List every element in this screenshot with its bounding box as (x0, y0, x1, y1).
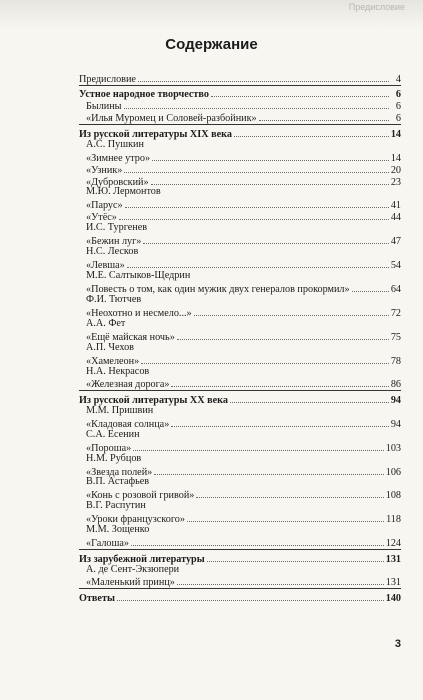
toc-entry-title: А.С. Пушкин (86, 138, 144, 150)
toc-entry-title: «Дубровский» (86, 176, 149, 188)
toc-entry-title: В.П. Астафьев (86, 476, 150, 488)
toc-page-number: 118 (386, 514, 401, 526)
toc-entry-title: М.М. Зощенко (86, 524, 150, 536)
bleed-through-strip (0, 0, 423, 30)
toc-page-number: 54 (390, 260, 401, 272)
toc-page-number: 4 (395, 74, 401, 85)
toc-page-number: 86 (390, 379, 401, 391)
toc-row (79, 111, 401, 123)
toc-leader-dots (230, 393, 389, 403)
toc-row (79, 258, 401, 270)
toc-page-number: 106 (385, 466, 401, 478)
toc-entry-title: Н.С. Лесков (86, 246, 139, 258)
toc-page-number: 103 (385, 442, 401, 454)
toc-entry-title: Ф.И. Тютчев (86, 293, 142, 305)
toc-row (79, 99, 401, 111)
section-divider (79, 124, 401, 125)
toc-page-number: 14 (390, 128, 401, 140)
toc-page-number: 108 (385, 490, 401, 502)
toc-page-number: 78 (390, 355, 401, 367)
toc-page-number: 64 (390, 283, 401, 295)
toc-page-number: 6 (395, 113, 401, 125)
toc-entry-title: «Хамелеон» (86, 355, 140, 367)
toc-entry-title: Предисловие (79, 74, 136, 85)
toc-entry-title: Былины (86, 101, 122, 113)
toc-leader-dots (141, 354, 389, 364)
toc-page-number: 124 (385, 538, 401, 550)
toc-page-number: 75 (390, 331, 401, 343)
toc-entry-title: «Илья Муромец и Соловей-разбойник» (86, 113, 257, 125)
toc-page-number: 23 (390, 176, 401, 188)
toc-entry-title: «Пороша» (86, 442, 132, 454)
toc-row (79, 417, 401, 429)
bleed-through-text: Предисловие (348, 2, 405, 12)
toc-entry-title: «Кладовая солнца» (86, 418, 170, 430)
toc-entry-title: Из русской литературы XIX века (79, 128, 232, 140)
toc-entry-title: «Левша» (86, 260, 125, 272)
toc-page-number: 72 (390, 307, 401, 319)
toc-author-row (79, 222, 401, 234)
toc-entry-title: Из зарубежной литературы (79, 553, 205, 565)
toc-leader-dots (171, 417, 389, 427)
toc-entry-title: А.П. Чехов (86, 341, 134, 353)
toc-row (79, 441, 401, 453)
section-divider (79, 85, 401, 86)
toc-page-number: 6 (395, 89, 401, 101)
toc-page-number: 14 (390, 152, 401, 164)
toc-leader-dots (171, 377, 388, 387)
toc-author-row (79, 366, 401, 378)
toc-row (79, 488, 401, 500)
toc-section-row (79, 87, 401, 99)
toc-leader-dots (125, 198, 389, 208)
toc-author-row (79, 342, 401, 354)
toc-entry-title: «Уроки французского» (86, 514, 185, 526)
toc-leader-dots (187, 512, 384, 522)
toc-author-row (79, 564, 401, 576)
toc-section-row (79, 393, 401, 405)
toc-page-number: 41 (390, 200, 401, 212)
section-divider (79, 549, 401, 550)
page-title: Содержание (165, 36, 258, 53)
toc-leader-dots (119, 210, 389, 220)
toc-leader-dots (124, 99, 389, 109)
toc-row (79, 354, 401, 366)
toc-entry-title: А.А. Фет (86, 317, 126, 329)
toc-leader-dots (131, 536, 384, 546)
toc-row (79, 151, 401, 163)
toc-author-row (79, 246, 401, 258)
toc-entry-title: М.Е. Салтыков-Щедрин (86, 270, 191, 281)
toc-section-row (79, 591, 401, 603)
toc-leader-dots (143, 234, 388, 244)
toc-entry-title: «Зимнее утро» (86, 152, 151, 164)
toc-author-row (79, 139, 401, 151)
toc-page-number: 20 (390, 164, 401, 176)
toc-leader-dots (117, 591, 384, 601)
toc-leader-dots (352, 282, 389, 292)
toc-row (79, 512, 401, 524)
toc-row (79, 198, 401, 210)
toc-leader-dots (211, 87, 389, 97)
toc-page-number: 6 (395, 101, 401, 113)
toc-leader-dots (259, 111, 389, 121)
toc-leader-dots (234, 127, 389, 137)
section-divider (79, 390, 401, 391)
toc-page-number: 44 (390, 212, 401, 224)
toc-leader-dots (194, 306, 389, 316)
toc-entry-title: «Конь с розовой гривой» (86, 490, 195, 502)
toc-page-number: 131 (385, 553, 401, 565)
toc-entry-title: Устное народное творчество (79, 89, 209, 101)
toc-entry-title: «Парус» (86, 200, 123, 212)
table-of-contents (79, 72, 401, 603)
toc-entry-title: «Утёс» (86, 212, 117, 224)
toc-entry-title: М.М. Пришвин (86, 404, 154, 416)
toc-author-row (79, 186, 401, 198)
toc-entry-title: Ответы (79, 592, 115, 604)
toc-entry-title: Н.М. Рубцов (86, 452, 142, 464)
toc-entry-title: «Звезда полей» (86, 466, 153, 478)
toc-leader-dots (177, 575, 384, 585)
toc-row (79, 163, 401, 175)
toc-entry-title: «Ещё майская ночь» (86, 331, 175, 343)
toc-entry-title: «Бежин луг» (86, 236, 142, 248)
toc-page-number: 94 (390, 394, 401, 406)
page-number: 3 (394, 638, 401, 650)
toc-row (79, 306, 401, 318)
toc-row (79, 575, 401, 587)
toc-row (79, 377, 401, 389)
section-divider (79, 588, 401, 589)
toc-page-number: 140 (385, 592, 401, 604)
toc-entry-title: «Железная дорога» (86, 379, 170, 391)
toc-entry-title: И.С. Тургенев (86, 222, 148, 234)
toc-entry-title: «Галоша» (86, 538, 129, 550)
toc-author-row (79, 453, 401, 465)
toc-row (79, 282, 401, 294)
toc-leader-dots (133, 441, 384, 451)
toc-leader-dots (152, 151, 389, 161)
toc-leader-dots (124, 163, 388, 173)
toc-row (79, 536, 401, 548)
toc-entry-title: «Повесть о том, как один мужик двух генералов прокормил» (86, 283, 350, 295)
toc-entry-title: Из русской литературы XX века (79, 394, 228, 406)
toc-row (79, 175, 401, 187)
toc-row (79, 234, 401, 246)
toc-leader-dots (138, 72, 389, 82)
toc-leader-dots (207, 552, 384, 562)
toc-entry-title: А. де Сент-Экзюпери (86, 563, 180, 575)
toc-row (79, 72, 401, 84)
toc-row (79, 210, 401, 222)
toc-author-row (79, 476, 401, 488)
toc-leader-dots (177, 330, 389, 340)
toc-author-row (79, 429, 401, 441)
toc-entry-title: В.Г. Распутин (86, 500, 146, 512)
toc-page-number: 131 (385, 577, 401, 589)
toc-section-row (79, 127, 401, 139)
toc-entry-title: «Неохотно и несмело...» (86, 307, 192, 319)
toc-page-number: 47 (390, 236, 401, 248)
toc-entry-title: М.Ю. Лермонтов (86, 186, 161, 198)
toc-section-row (79, 552, 401, 564)
toc-author-row (79, 405, 401, 417)
toc-leader-dots (154, 465, 383, 475)
toc-leader-dots (196, 488, 383, 498)
toc-entry-title: «Маленький принц» (86, 577, 175, 589)
toc-leader-dots (151, 175, 389, 185)
toc-author-row (79, 270, 401, 282)
toc-entry-title: «Узник» (86, 164, 123, 176)
toc-leader-dots (127, 258, 389, 268)
toc-row (79, 465, 401, 477)
toc-entry-title: Н.А. Некрасов (86, 365, 150, 377)
toc-author-row (79, 500, 401, 512)
toc-row (79, 330, 401, 342)
toc-author-row (79, 524, 401, 536)
toc-entry-title: С.А. Есенин (86, 428, 140, 440)
toc-page-number: 94 (390, 418, 401, 430)
